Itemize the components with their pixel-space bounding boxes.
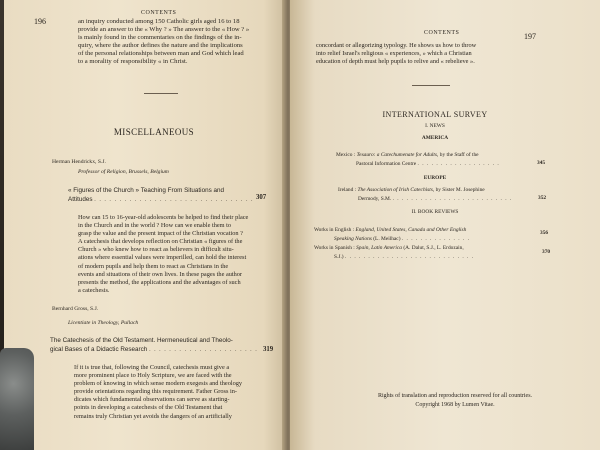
dot-leader: . . . . . . . . . . . . . . . bbox=[401, 235, 470, 242]
text-line: more prominent place to Holy Scripture, we are faced with the bbox=[74, 372, 232, 380]
entry-title: The Association of Irish Catechists, bbox=[357, 187, 435, 193]
text-line: education of depth must help pupils to relive and « rebelieve ». bbox=[316, 58, 475, 66]
review-entry-english bbox=[314, 226, 554, 243]
title-line bbox=[68, 195, 278, 205]
text-line: to a morality of responsibility « in Christ. bbox=[78, 58, 188, 66]
entry-page-number: 356 bbox=[540, 230, 549, 236]
region-heading-america: AMERICA bbox=[421, 135, 449, 141]
entry-page-number: 370 bbox=[542, 249, 551, 255]
text-line: How can 15 to 16-year-old adolescents be helped to find their place bbox=[78, 214, 249, 221]
running-head: CONTENTS bbox=[141, 10, 177, 16]
entry-title bbox=[50, 336, 280, 355]
dot-leader: . . . . . . . . . . . . . . . . . . . . . . bbox=[149, 347, 258, 353]
author-name: Herman Hendrickx, S.J. bbox=[52, 159, 106, 165]
text-line: provide an answer to the « Why ? » The answer to the « How ? » bbox=[78, 26, 250, 34]
review-entry-spanish bbox=[314, 244, 554, 261]
news-heading: I. NEWS bbox=[425, 123, 445, 129]
entry-abstract bbox=[74, 364, 282, 421]
entry-page-number: 352 bbox=[538, 195, 547, 201]
text-line: If it is true that, following the Council, catechesis must give a bbox=[74, 364, 230, 371]
text-line: events and situations of their own lives. In these pages the author bbox=[78, 270, 243, 278]
running-head: CONTENTS bbox=[424, 30, 460, 36]
copyright-line: Rights of translation and reproduction reserved for all countries. bbox=[377, 393, 533, 399]
news-entry-mexico bbox=[336, 151, 566, 168]
paperweight-stone bbox=[0, 348, 34, 450]
text-line: ations where essential values were imperilled, can hold the interest bbox=[78, 254, 247, 262]
text-line: presents the method, the applications and the advantages of such bbox=[78, 278, 241, 286]
title-line: The Catechesis of the Old Testament. Hermeneutical and Theolo- bbox=[50, 337, 233, 344]
divider bbox=[412, 85, 450, 86]
text-line: into relief Israel's religious « experiences, » which a Christian bbox=[316, 50, 472, 58]
text-line: of modern pupils and help them to react as Christians in the bbox=[78, 262, 229, 270]
text-line: points in developing a catechesis of the Old Testament that bbox=[74, 404, 223, 412]
divider bbox=[144, 93, 178, 94]
author-affiliation: Licentiate in Theology, Pullach bbox=[68, 320, 139, 326]
text-line: grasp the value and the present impact of the Christian vocation ? bbox=[78, 230, 243, 238]
right-page bbox=[290, 0, 600, 450]
text-line: is mainly found in the commentaries on the findings of the in- bbox=[78, 34, 242, 42]
review-title: Speaking Nations bbox=[334, 235, 372, 242]
title-line: « Figures of the Church » Teaching From Situations and bbox=[68, 187, 224, 194]
title-line-text: gical Bases of a Didactic Research bbox=[50, 346, 148, 353]
review-language: Works in English : bbox=[314, 227, 355, 233]
title-line-text: Attitudes bbox=[68, 196, 93, 203]
entry-byline: by Sister M. Josephine bbox=[435, 187, 485, 193]
text-line: concordant or allegorizing typology. He shows us how to throw bbox=[316, 42, 477, 49]
text-line: an inquiry conducted among 150 Catholic girls aged 16 to 18 bbox=[78, 18, 240, 25]
reviews-heading: II. BOOK REVIEWS bbox=[411, 209, 459, 215]
text-line: Church » who knew how to react as believers in difficult situ- bbox=[78, 246, 234, 254]
entry-title bbox=[68, 186, 278, 205]
page-number: 196 bbox=[34, 17, 46, 26]
author-name: Bernhard Gross, S.J. bbox=[52, 306, 99, 312]
dot-leader: . . . . . . . . . . . . . . . . . . . . . . . . . . bbox=[392, 195, 513, 202]
text-line: remains truly Christian yet avoids the dangers of an artificially bbox=[74, 412, 232, 420]
entry-byline: by the Staff of the bbox=[439, 152, 479, 158]
news-entry-ireland bbox=[338, 186, 568, 203]
text-line: quiry, where the author defines the nature and the implications bbox=[78, 42, 243, 50]
text-line: A catechesis that develops reflection on Christian « figures of the bbox=[78, 238, 243, 246]
review-title: England, United States, Canada and Other English bbox=[355, 227, 467, 233]
left-page bbox=[4, 0, 286, 450]
text-line: a catechesis. bbox=[78, 286, 110, 294]
entry-title: Tesauro: a Catechumenate for Adults, bbox=[356, 152, 439, 158]
text-line: dicates which fundamental observations can serve as starting- bbox=[74, 396, 230, 404]
section-title: MISCELLANEOUS bbox=[113, 127, 195, 137]
review-language: Works in Spanish : bbox=[314, 245, 355, 251]
review-byline: S.J.) bbox=[334, 253, 344, 260]
country-label: Mexico : bbox=[336, 152, 356, 158]
dot-leader: . . . . . . . . . . . . . . . . . . . . . . . . . . . . . . . . bbox=[94, 197, 254, 203]
review-title: Spain, Latin America bbox=[356, 245, 402, 251]
survey-title: INTERNATIONAL SURVEY bbox=[382, 110, 488, 119]
text-line: in the Church and in the world ? How can we enable them to bbox=[78, 222, 232, 230]
dot-leader: . . . . . . . . . . . . . . . . . . . . . . . . . . . . bbox=[344, 253, 475, 260]
copyright-notice bbox=[330, 392, 580, 409]
region-heading-europe: EUROPE bbox=[423, 175, 447, 181]
author-affiliation: Professor of Religion, Brussels, Belgium bbox=[78, 169, 169, 175]
entry-page-number: 307 bbox=[256, 194, 267, 201]
dot-leader: . . . . . . . . . . . . . . . . . . bbox=[417, 160, 500, 167]
entry-byline: Dermody, S.M. bbox=[358, 195, 392, 202]
text-line: of the personal relationships between man and God which lead bbox=[78, 50, 244, 58]
intro-paragraph bbox=[78, 18, 278, 67]
page-number: 197 bbox=[524, 32, 536, 41]
review-byline: (A. Dalut, S.J., L. Erdozain, bbox=[403, 245, 464, 251]
text-line: problem of knowing in which sense modern exegesis and theology bbox=[74, 380, 243, 388]
copyright-line: Copyright 1968 by Lumen Vitae. bbox=[415, 401, 495, 408]
text-line: provide orientations regarding this requirement. Father Gross in- bbox=[74, 388, 237, 396]
entry-page-number: 345 bbox=[537, 160, 546, 166]
entry-abstract bbox=[78, 214, 278, 295]
country-label: Ireland : bbox=[338, 187, 357, 193]
entry-page-number: 319 bbox=[263, 346, 274, 353]
intro-paragraph bbox=[316, 42, 586, 66]
review-byline: (L. Meilhac) bbox=[373, 235, 401, 242]
title-line bbox=[50, 345, 280, 355]
entry-byline: Pastoral Information Centre bbox=[356, 160, 417, 167]
